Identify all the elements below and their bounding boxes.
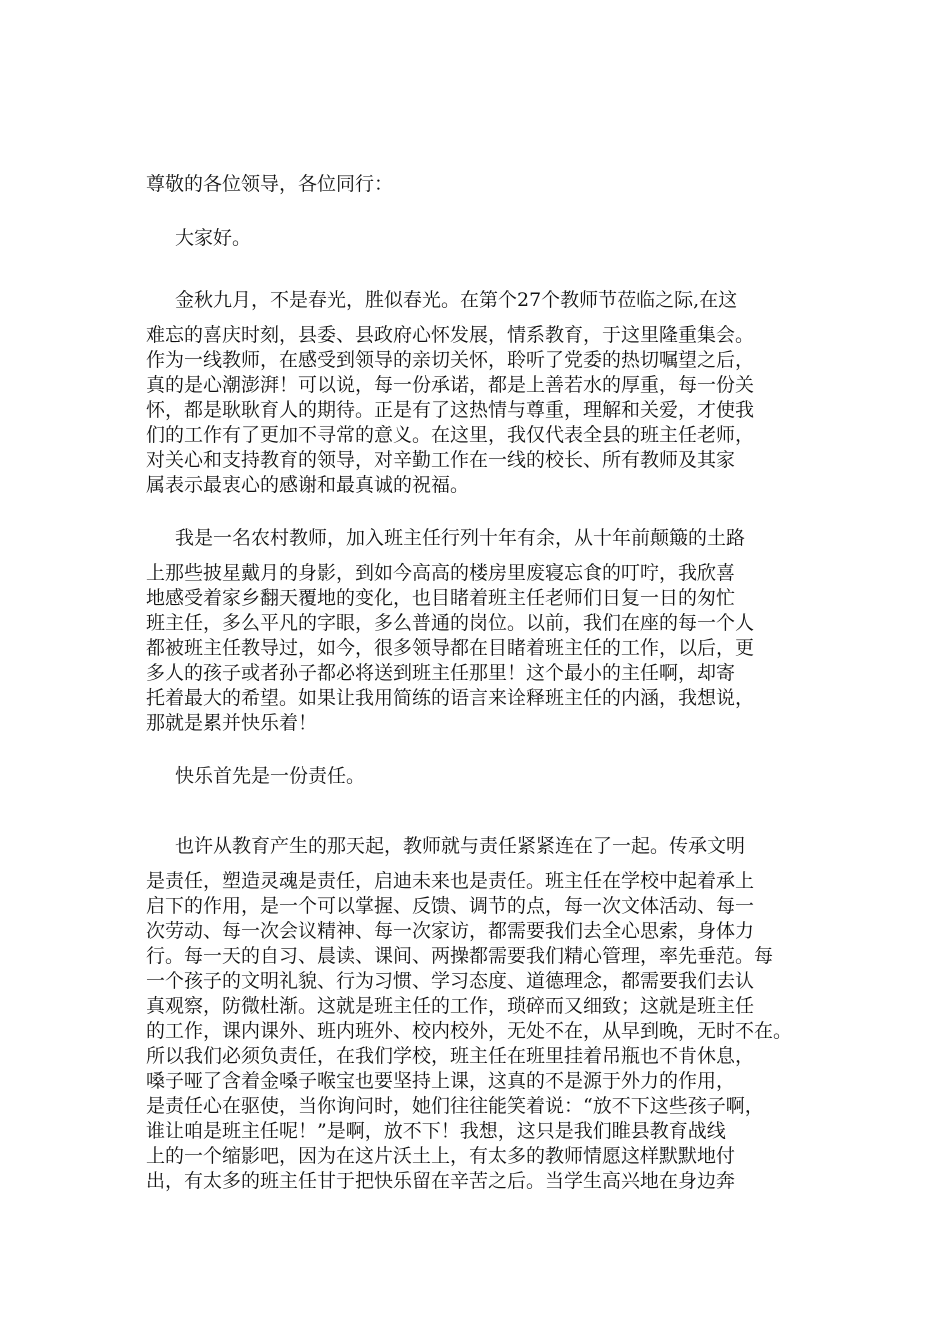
text-line: 多人的孩子或者孙子都必将送到班主任那里！这个最小的主任啊，却寄 — [146, 662, 736, 684]
text-line: 们的工作有了更加不寻常的意义。在这里，我仅代表全县的班主任老师， — [146, 424, 755, 446]
text-line: 谁让咱是班主任呢！”是啊，放不下！我想，这只是我们睢县教育战线 — [146, 1120, 726, 1142]
text-line: 次劳动、每一次会议精神、每一次家访，都需要我们去全心思索，身体力 — [146, 920, 755, 942]
text-line: 是责任心在驱使，当你询问时，她们往往能笑着说：“放不下这些孩子啊， — [146, 1095, 764, 1117]
section-lead-line: 快乐首先是一份责任。 — [175, 765, 366, 787]
paragraph-2 — [146, 526, 812, 736]
document-body — [146, 172, 812, 1194]
paragraph-3-first-line: 也许从教育产生的那天起，教师就与责任紧紧连在了一起。传承文明 — [175, 835, 746, 857]
text-line: 都被班主任教导过，如今，很多领导都在目睹着班主任的工作，以后，更 — [146, 637, 755, 659]
text-line: 出，有太多的班主任甘于把快乐留在辛苦之后。当学生高兴地在身边奔 — [146, 1170, 736, 1192]
text-line: 上的一个缩影吧，因为在这片沃土上，有太多的教师情愿这样默默地付 — [146, 1145, 736, 1167]
text-line: 班主任，多么平凡的字眼，多么普通的岗位。以前，我们在座的每一个人 — [146, 612, 755, 634]
text-line: 上那些披星戴月的身影，到如今高高的楼房里废寝忘食的叮咛，我欣喜 — [146, 562, 736, 584]
text-line: 真的是心潮澎湃！可以说，每一份承诺，都是上善若水的厚重，每一份关 — [146, 374, 755, 396]
text-line: 属表示最衷心的感谢和最真诚的祝福。 — [146, 474, 470, 496]
paragraph-2-first-line: 我是一名农村教师，加入班主任行列十年有余，从十年前颠簸的土路 — [175, 527, 746, 549]
text-line: 地感受着家乡翻天覆地的变化，也目睹着班主任老师们日复一日的匆忙 — [146, 587, 736, 609]
text-line: 的工作，课内课外、班内班外、校内校外，无处不在，从早到晚，无时不在。 — [146, 1020, 793, 1042]
text-line: 一个孩子的文明礼貌、行为习惯、学习态度、道德理念，都需要我们去认 — [146, 970, 755, 992]
text-line: 托着最大的希望。如果让我用简练的语言来诠释班主任的内涵，我想说， — [146, 687, 755, 709]
paragraph-3 — [146, 834, 812, 1194]
text-line: 嗓子哑了含着金嗓子喉宝也要坚持上课，这真的不是源于外力的作用， — [146, 1070, 736, 1092]
text-line: 作为一线教师，在感受到领导的亲切关怀，聆听了党委的热切嘱望之后， — [146, 349, 755, 371]
text-line: 难忘的喜庆时刻，县委、县政府心怀发展，情系教育，于这里隆重集会。 — [146, 324, 755, 346]
paragraph-1-body — [146, 323, 812, 498]
paragraph-2-body — [146, 561, 812, 736]
text-line: 所以我们必须负责任，在我们学校，班主任在班里挂着吊瓶也不肯休息， — [146, 1045, 755, 1067]
paragraph-1-first-line: 金秋九月，不是春光，胜似春光。在第个27个教师节莅临之际,在这 — [175, 289, 738, 311]
text-line: 那就是累并快乐着！ — [146, 712, 318, 734]
paragraph-1 — [146, 288, 812, 498]
text-line: 怀，都是耿耿育人的期待。正是有了这热情与尊重，理解和关爱，才使我 — [146, 399, 755, 421]
salutation: 尊敬的各位领导，各位同行： — [146, 173, 394, 195]
greeting: 大家好。 — [175, 227, 252, 249]
text-line: 行。每一天的自习、晨读、课间、两操都需要我们精心管理，率先垂范。每 — [146, 945, 774, 967]
text-line: 真观察，防微杜渐。这就是班主任的工作，琐碎而又细致；这就是班主任 — [146, 995, 755, 1017]
text-line: 是责任，塑造灵魂是责任，启迪未来也是责任。班主任在学校中起着承上 — [146, 870, 755, 892]
text-line: 对关心和支持教育的领导，对辛勤工作在一线的校长、所有教师及其家 — [146, 449, 736, 471]
paragraph-3-body — [146, 869, 812, 1194]
text-line: 启下的作用，是一个可以掌握、反馈、调节的点，每一次文体活动、每一 — [146, 895, 755, 917]
